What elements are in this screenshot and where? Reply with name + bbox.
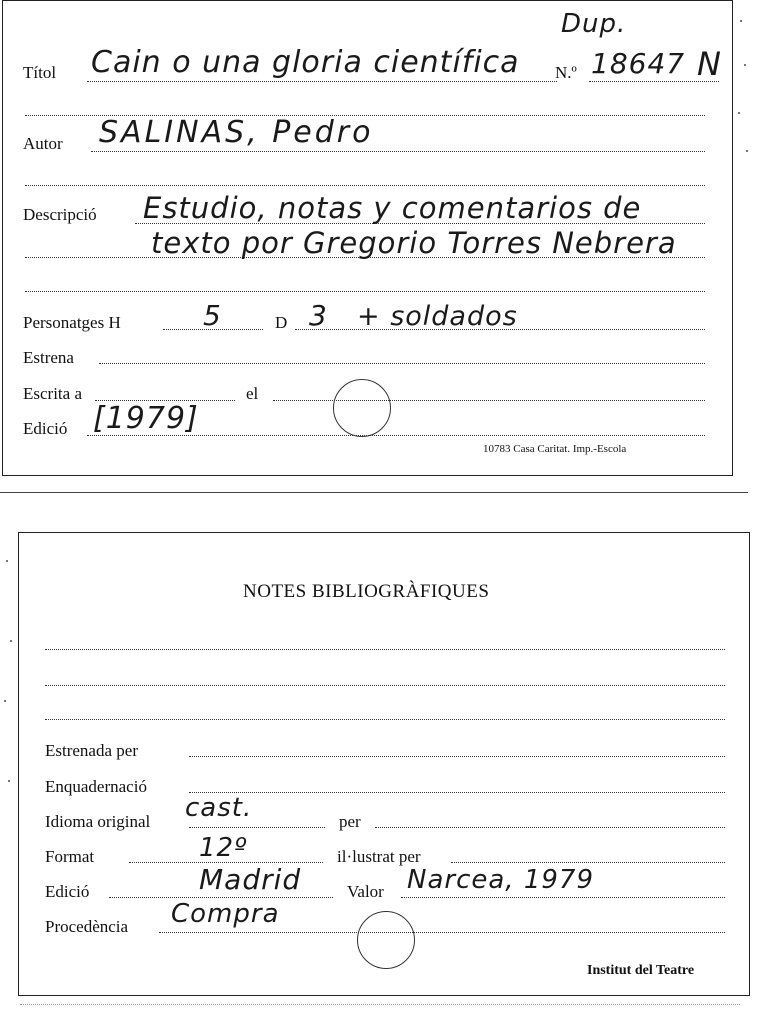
personatges-label: Personatges H: [23, 313, 121, 332]
autor-line: [91, 151, 705, 152]
bottom-scan-edge: [20, 1004, 740, 1005]
catalog-card-top: [2, 0, 733, 476]
catalog-card-bottom: [18, 532, 750, 996]
numero-label: N.º: [555, 63, 577, 82]
scan-speck: [738, 112, 740, 114]
illustrat-label: il·lustrat per: [337, 847, 421, 866]
blank-line-3: [25, 291, 705, 292]
notes-line-1: [45, 649, 725, 650]
enquadernacio-line: [189, 792, 725, 793]
idioma-line: [189, 827, 325, 828]
idioma-value: cast.: [185, 793, 253, 823]
dup-mark: Dup.: [561, 9, 627, 39]
scan-speck: [4, 700, 6, 702]
estrenada-label: Estrenada per: [45, 741, 138, 760]
procedencia-label: Procedència: [45, 917, 129, 936]
scan-speck: [746, 150, 748, 152]
illustrat-line: [451, 862, 725, 863]
personatges-d-value: 3: [309, 299, 328, 332]
escrita-label: Escrita a: [23, 384, 82, 403]
scan-speck: [8, 780, 10, 782]
library-stamp-circle: [333, 379, 391, 437]
estrenada-line: [189, 756, 725, 757]
format-label: Format: [45, 847, 95, 866]
scan-speck: [744, 64, 746, 66]
estrena-label: Estrena: [23, 348, 74, 367]
edicio2-value: Madrid: [199, 863, 302, 896]
scan-speck: [10, 640, 12, 642]
library-stamp-circle-2: [357, 911, 415, 969]
procedencia-line: [159, 932, 725, 933]
autor-value: SALINAS, Pedro: [99, 115, 374, 150]
titol-label: Títol: [23, 63, 57, 82]
el-label: el: [246, 384, 259, 403]
printer-imprint: 10783 Casa Caritat. Imp.-Escola: [483, 443, 627, 455]
edicio2-line: [109, 897, 333, 898]
format-value: 12º: [199, 833, 248, 863]
notes-line-3: [45, 719, 725, 720]
separator-line: [0, 492, 748, 493]
edicio2-label: Edició: [45, 882, 90, 901]
per-line: [375, 827, 725, 828]
descripcio-value-2: texto por Gregorio Torres Nebrera: [151, 226, 677, 260]
personatges-d-label: D: [275, 313, 288, 332]
descripcio-value-1: Estudio, notas y comentarios de: [143, 191, 642, 225]
numero-value: 18647: [591, 47, 686, 80]
per-label: per: [339, 812, 361, 831]
notes-line-2: [45, 685, 725, 686]
valor-label: Valor: [347, 882, 384, 901]
autor-label: Autor: [23, 134, 63, 153]
institution-name: Institut del Teatre: [587, 963, 695, 978]
enquadernacio-label: Enquadernació: [45, 777, 147, 796]
numero-suffix: N: [697, 45, 722, 83]
estrena-line: [99, 363, 705, 364]
idioma-label: Idioma original: [45, 812, 151, 831]
personatges-extra: + soldados: [357, 301, 518, 332]
titol-value: Cain o una gloria científica: [91, 45, 520, 80]
procedencia-value: Compra: [171, 899, 280, 929]
numero-line: [589, 81, 719, 82]
descripcio-label: Descripció: [23, 205, 97, 224]
scan-speck: [6, 560, 8, 562]
scan-speck: [740, 20, 742, 22]
personatges-h-value: 5: [203, 299, 222, 332]
notes-heading: NOTES BIBLIOGRÀFIQUES: [243, 581, 490, 602]
edicio-value: [1979]: [93, 401, 199, 436]
blank-line-2: [25, 185, 705, 186]
titol-line: [87, 81, 557, 82]
valor-line: [401, 897, 725, 898]
valor-value: Narcea, 1979: [407, 865, 594, 895]
edicio-label: Edició: [23, 419, 68, 438]
